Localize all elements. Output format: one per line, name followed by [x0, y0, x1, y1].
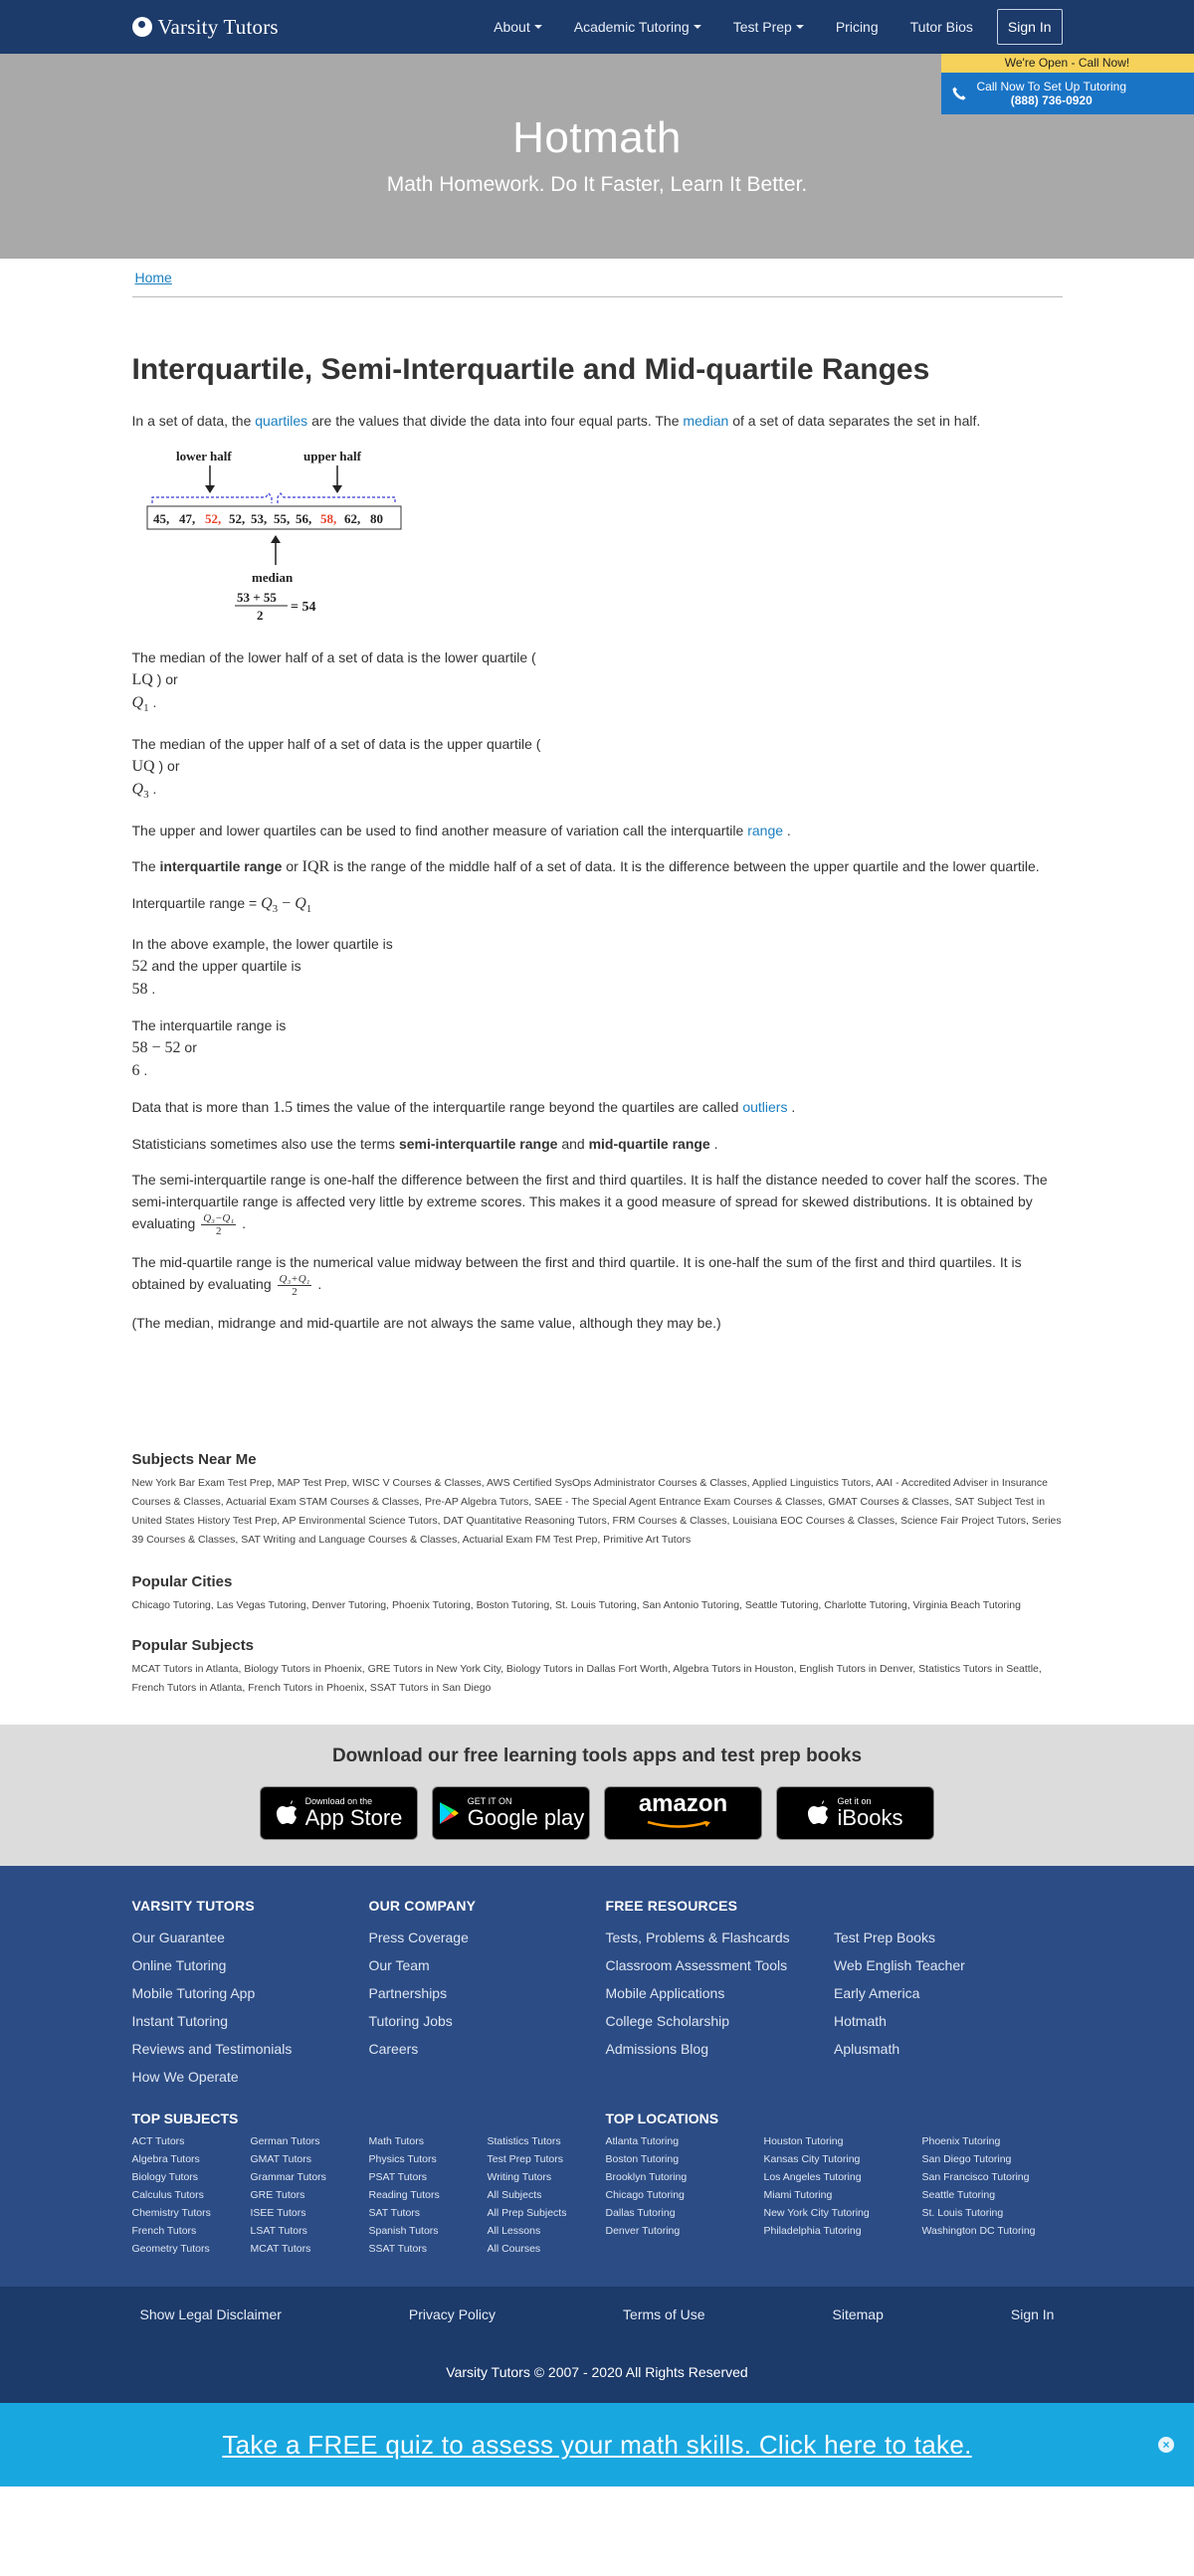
- top-location-link[interactable]: Seattle Tutoring: [921, 2189, 996, 2202]
- footer-resource-link[interactable]: Test Prep Books: [834, 1930, 935, 1946]
- footer-top-subjects: [132, 2111, 606, 2258]
- nav-item-tutor-bios[interactable]: [910, 19, 973, 35]
- text: The interquartile range is: [131, 1017, 287, 1034]
- median-calc-numerator: 53 + 55: [236, 590, 277, 605]
- top-location-link[interactable]: St. Louis Tutoring: [921, 2207, 1004, 2220]
- apple-icon: [276, 1800, 298, 1826]
- iqr-result-paragraph: [132, 1014, 1063, 1082]
- ibooks-badge[interactable]: [776, 1786, 934, 1840]
- footer-top-locations: [606, 2111, 1081, 2258]
- formula-q3-sub: 3: [272, 902, 279, 915]
- nav-menu: [462, 19, 973, 35]
- top-subject-link[interactable]: MCAT Tutors: [250, 2243, 311, 2256]
- top-location-link[interactable]: Houston Tutoring: [763, 2135, 844, 2148]
- hero-title: Hotmath: [512, 113, 682, 162]
- app-badges: [0, 1786, 1194, 1840]
- data-value: 80: [369, 511, 383, 526]
- formula-q1-sub: 1: [305, 902, 312, 915]
- legal-link-terms-of-use[interactable]: Terms of Use: [623, 2306, 705, 2323]
- median-calc-denominator: 2: [256, 608, 263, 623]
- badge-big-text: iBooks: [837, 1805, 903, 1831]
- upper-quartile-paragraph: [132, 733, 1063, 806]
- nav-item-label: Tutor Bios: [909, 19, 973, 35]
- footer-varsity-link[interactable]: How We Operate: [131, 2069, 239, 2086]
- footer-company-link[interactable]: Tutoring Jobs: [368, 2013, 453, 2030]
- upper-half-label: upper half: [302, 449, 361, 463]
- lower-half-label: lower half: [175, 449, 232, 463]
- top-location-link[interactable]: Boston Tutoring: [605, 2153, 680, 2166]
- top-subject-link[interactable]: All Courses: [487, 2243, 541, 2256]
- footer-company-title: OUR COMPANY: [368, 1898, 477, 1915]
- lq-symbol: LQ: [131, 671, 153, 688]
- close-icon[interactable]: ×: [1158, 2437, 1174, 2453]
- footer-resource-link[interactable]: Aplusmath: [834, 2041, 900, 2058]
- popular-subjects-title: Popular Subjects: [131, 1637, 255, 1655]
- data-value: 58,: [319, 511, 336, 526]
- text: are the values that divide the data into four equal parts. The: [307, 413, 684, 429]
- top-location-link[interactable]: Phoenix Tutoring: [921, 2135, 1001, 2148]
- breadcrumb: [132, 259, 1063, 297]
- top-subject-link[interactable]: Biology Tutors: [131, 2171, 199, 2184]
- footer-varsity-link[interactable]: Instant Tutoring: [131, 2013, 229, 2030]
- q1-subscript: 1: [143, 701, 149, 714]
- caret-down-icon: [694, 25, 701, 29]
- brand-logo[interactable]: [132, 15, 279, 40]
- footer-company: [369, 1898, 606, 2091]
- phone-icon: [951, 86, 967, 101]
- top-subject-link[interactable]: Physics Tutors: [368, 2153, 437, 2166]
- lower-quartile-value: 52: [131, 958, 148, 976]
- text: In a set of data, the: [131, 413, 256, 429]
- text: The mid-quartile range is the numerical value midway between the first and third quartile. It is one-half the sum of the first and third quartiles. It is obtained by evaluating: [131, 1254, 1022, 1293]
- text: Interquartile range =: [131, 894, 262, 911]
- quiz-banner: [0, 2403, 1194, 2486]
- footer-resource-link[interactable]: Classroom Assessment Tools: [605, 1957, 788, 1974]
- top-location-link[interactable]: Chicago Tutoring: [605, 2189, 685, 2202]
- formula-minus: −: [278, 894, 296, 912]
- top-location-link[interactable]: Brooklyn Tutoring: [605, 2171, 688, 2184]
- top-subject-link[interactable]: All Lessons: [487, 2225, 541, 2238]
- top-location-link[interactable]: Los Angeles Tutoring: [763, 2171, 862, 2184]
- text: of a set of data separates the set in half.: [728, 413, 981, 429]
- nav-item-label: About: [494, 19, 530, 35]
- text: or: [282, 857, 302, 874]
- outlier-factor: 1.5: [273, 1099, 294, 1117]
- mid-quartile-paragraph: [132, 1251, 1063, 1298]
- data-value: 53,: [250, 511, 267, 526]
- footer-company-link[interactable]: Careers: [368, 2041, 419, 2058]
- top-subject-link[interactable]: Geometry Tutors: [131, 2243, 210, 2256]
- nav-item-academic-tutoring[interactable]: [574, 19, 701, 35]
- iqr-term: interquartile range: [159, 857, 283, 874]
- top-subject-link[interactable]: German Tutors: [250, 2135, 320, 2148]
- footer-company-link[interactable]: Partnerships: [368, 1985, 448, 2002]
- fraction-denominator: 2: [292, 1286, 298, 1299]
- popular-cities-links[interactable]: Chicago Tutoring, Las Vegas Tutoring, Denver Tutoring, Phoenix Tutoring, Boston Tutoring, St. Louis Tutoring, San Antonio Tutoring, Seattle Tutoring, Charlotte Tutoring, Virginia Beach Tutoring: [131, 1599, 1021, 1612]
- top-subject-link[interactable]: GRE Tutors: [250, 2189, 305, 2202]
- text: .: [148, 780, 157, 797]
- quartile-diagram-svg: [138, 446, 407, 625]
- google-play-badge[interactable]: [432, 1786, 590, 1840]
- top-location-link[interactable]: Atlanta Tutoring: [605, 2135, 680, 2148]
- footer-varsity-link[interactable]: Our Guarantee: [131, 1930, 225, 1946]
- footer-resources: [606, 1898, 1063, 2091]
- text: The: [131, 857, 160, 874]
- page-title: Interquartile, Semi-Interquartile and Mid-quartile Ranges: [131, 353, 930, 386]
- footer-varsity-title: VARSITY TUTORS: [131, 1898, 255, 1915]
- arrow-upper-head: [332, 485, 342, 493]
- top-subject-link[interactable]: French Tutors: [131, 2225, 197, 2238]
- top-location-link[interactable]: New York City Tutoring: [763, 2207, 870, 2220]
- data-value: 45,: [152, 511, 169, 526]
- top-subject-link[interactable]: Algebra Tutors: [131, 2153, 200, 2166]
- call-box[interactable]: [941, 54, 1194, 114]
- formula-q3: Q: [261, 894, 273, 912]
- top-subject-link[interactable]: Writing Tutors: [487, 2171, 552, 2184]
- top-location-link[interactable]: Washington DC Tutoring: [921, 2225, 1036, 2238]
- q1-symbol: Q: [131, 694, 144, 711]
- lower-quartile-paragraph: [132, 646, 1063, 719]
- iqr-value: 6: [131, 1062, 140, 1080]
- intro-paragraph: [132, 410, 1063, 432]
- apps-section: [0, 1725, 1194, 1866]
- popular-cities: [132, 1573, 1063, 1615]
- top-subject-link[interactable]: ISEE Tutors: [250, 2207, 306, 2220]
- logo-icon: [132, 17, 152, 37]
- q3-symbol: Q: [131, 780, 144, 798]
- hero-banner: [0, 54, 1194, 259]
- open-notice: We're Open - Call Now!: [941, 54, 1194, 73]
- text: ) or: [152, 671, 178, 687]
- quiz-link[interactable]: Take a FREE quiz to assess your math skills. Click here to take.: [222, 2430, 972, 2461]
- quartiles-link[interactable]: quartiles: [255, 413, 308, 429]
- range-link[interactable]: range: [747, 822, 784, 838]
- fraction-numerator: Q₃+Q₁: [279, 1273, 310, 1286]
- top-subject-link[interactable]: Statistics Tutors: [487, 2135, 561, 2148]
- top-location-link[interactable]: Denver Tutoring: [605, 2225, 681, 2238]
- formula-q1: Q: [295, 894, 306, 912]
- footer-varsity-link[interactable]: Reviews and Testimonials: [131, 2041, 293, 2058]
- top-location-link[interactable]: San Diego Tutoring: [921, 2153, 1012, 2166]
- terms-paragraph: [132, 1133, 1063, 1155]
- footer-resource-link[interactable]: Hotmath: [834, 2013, 887, 2030]
- top-subject-link[interactable]: Chemistry Tutors: [131, 2207, 211, 2220]
- iqr-symbol: IQR: [301, 857, 330, 875]
- call-phone[interactable]: (888) 736-0920: [1010, 93, 1093, 107]
- popular-cities-title: Popular Cities: [131, 1573, 233, 1591]
- text: .: [783, 822, 791, 838]
- iqr-expression: 58 − 52: [131, 1039, 181, 1057]
- fraction-numerator: Q₃−Q₁: [203, 1212, 235, 1225]
- top-subject-link[interactable]: SAT Tutors: [368, 2207, 421, 2220]
- footer-varsity-link[interactable]: Online Tutoring: [131, 1957, 227, 1974]
- data-value: 52,: [228, 511, 245, 526]
- upper-quartile-value: 58: [131, 981, 148, 999]
- call-now-button[interactable]: [941, 73, 1194, 114]
- subjects-near-me: [132, 1451, 1063, 1550]
- arrow-lower-head: [205, 485, 215, 493]
- text: is the range of the middle half of a set of data. It is the difference between the upper quartile and the lower quartile.: [329, 857, 1040, 874]
- nav-item-label: Test Prep: [732, 19, 792, 35]
- badge-big-text: amazon: [638, 1790, 728, 1818]
- iqr-formula: [132, 892, 1063, 920]
- text: and: [557, 1136, 589, 1153]
- data-value: 62,: [343, 511, 360, 526]
- text: .: [238, 1215, 246, 1232]
- data-value: 52,: [204, 511, 221, 526]
- signin-button[interactable]: Sign In: [997, 9, 1063, 45]
- text: .: [313, 1276, 322, 1293]
- mid-quartile-term: mid-quartile range: [588, 1136, 710, 1153]
- text: .: [139, 1062, 148, 1079]
- text: .: [147, 981, 156, 998]
- lower-brace: [152, 493, 272, 503]
- upper-brace: [278, 493, 395, 503]
- badge-big-text: App Store: [304, 1805, 403, 1831]
- top-locations-title: TOP LOCATIONS: [605, 2111, 719, 2127]
- google-play-icon: [438, 1801, 460, 1825]
- data-value: 47,: [178, 511, 195, 526]
- semi-iqr-fraction: [201, 1212, 236, 1237]
- top-subject-link[interactable]: GMAT Tutors: [250, 2153, 311, 2166]
- text: ) or: [154, 757, 180, 774]
- legal-links: [132, 2287, 1063, 2322]
- legal-link-show-legal-disclaimer[interactable]: Show Legal Disclaimer: [139, 2306, 282, 2323]
- footer-resources-title: FREE RESOURCES: [605, 1898, 738, 1915]
- outliers-paragraph: [132, 1096, 1063, 1119]
- nav-item-about[interactable]: [494, 19, 542, 35]
- badge-small-text: GET IT ON: [467, 1796, 512, 1807]
- copyright: Varsity Tutors © 2007 - 2020 All Rights Reserved: [446, 2364, 748, 2381]
- top-navbar: [0, 0, 1194, 54]
- footer-resource-link[interactable]: College Scholarship: [605, 2013, 730, 2030]
- hero-subtitle: Math Homework. Do It Faster, Learn It Better.: [386, 173, 808, 196]
- top-subject-link[interactable]: LSAT Tutors: [250, 2225, 307, 2238]
- amazon-smile-icon: [644, 1821, 713, 1829]
- top-location-link[interactable]: Miami Tutoring: [763, 2189, 833, 2202]
- top-subject-link[interactable]: Test Prep Tutors: [487, 2153, 563, 2166]
- breadcrumb-home[interactable]: Home: [134, 270, 172, 285]
- data-value: 55,: [273, 511, 290, 526]
- badge-big-text: Google play: [467, 1805, 585, 1831]
- caret-down-icon: [534, 25, 542, 29]
- q3-subscript: 3: [143, 788, 149, 801]
- text: The upper and lower quartiles can be used to find another measure of variation call the interquartile: [131, 822, 748, 838]
- uq-symbol: UQ: [131, 757, 155, 775]
- mid-quartile-fraction: [278, 1273, 312, 1298]
- footer-resource-link[interactable]: Tests, Problems & Flashcards: [605, 1930, 790, 1946]
- footer-company-link[interactable]: Our Team: [368, 1957, 430, 1974]
- amazon-badge[interactable]: [604, 1786, 762, 1840]
- caret-down-icon: [796, 25, 804, 29]
- top-location-link[interactable]: San Francisco Tutoring: [921, 2171, 1030, 2184]
- nav-item-label: Academic Tutoring: [573, 19, 690, 35]
- apple-icon: [807, 1800, 829, 1826]
- data-value: 56,: [295, 511, 311, 526]
- fraction-denominator: 2: [215, 1225, 222, 1238]
- top-subject-link[interactable]: SSAT Tutors: [368, 2243, 428, 2256]
- top-subject-link[interactable]: Math Tutors: [368, 2135, 424, 2148]
- subjects-near-links[interactable]: New York Bar Exam Test Prep, MAP Test Prep, WISC V Courses & Classes, AWS Certified SysOps Administrator Courses & Classes, Applied Linguistics Tutors, AAI - Accredited Adviser in Insurance Courses & Classes, Actuarial Exam STAM Courses & Classes, Pre-AP Algebra Tutors, SAEE - The Special Agent Entrance Exam Courses & Classes, GMAT Courses & Classes, SAT Subject Test in United States History Test Prep, AP Environmental Science Tutors, DAT Quantitative Reasoning Tutors, FRM Courses & Classes, Louisiana EOC Courses & Classes, Science Fair Project Tutors, Series 39 Courses & Classes, SAT Writing and Language Courses & Classes, Actuarial Exam FM Test Prep, Primitive Art Tutors: [131, 1477, 1062, 1547]
- badge-small-text: Get it on: [837, 1796, 872, 1807]
- text: times the value of the interquartile range beyond the quartiles are called: [293, 1099, 743, 1116]
- median-calc-result: = 54: [290, 600, 315, 615]
- text: .: [148, 694, 157, 710]
- footer: [0, 1866, 1194, 2287]
- text: The median of the lower half of a set of data is the lower quartile (: [131, 649, 536, 665]
- nav-item-label: Pricing: [835, 19, 879, 35]
- nav-item-test-prep[interactable]: [733, 19, 804, 35]
- text: and the upper quartile is: [147, 958, 301, 975]
- text: Data that is more than: [131, 1099, 274, 1116]
- text: The semi-interquartile range is one-half the difference between the first and third quartiles. It is half the distance needed to cover half the scores. The semi-interquartile range is affected very little by extreme scores. This makes it a good measure of spread for skewed distributions. It is obtained by evaluating: [131, 1172, 1048, 1232]
- variation-paragraph: [132, 820, 1063, 841]
- semi-iqr-paragraph: [132, 1169, 1063, 1237]
- popular-subjects: [132, 1637, 1063, 1698]
- nav-item-pricing[interactable]: [836, 19, 879, 35]
- text: Statisticians sometimes also use the terms: [131, 1136, 399, 1153]
- footer-resource-link[interactable]: Web English Teacher: [834, 1957, 965, 1974]
- closing-note: (The median, midrange and mid-quartile are not always the same value, although they may be.): [131, 1315, 721, 1332]
- median-link[interactable]: median: [683, 413, 729, 429]
- top-subject-link[interactable]: Grammar Tutors: [250, 2171, 326, 2184]
- legal-link-sitemap[interactable]: Sitemap: [832, 2306, 884, 2323]
- arrow-median-head: [271, 535, 281, 543]
- top-subject-link[interactable]: Calculus Tutors: [131, 2189, 204, 2202]
- footer-varsity-link[interactable]: Mobile Tutoring App: [131, 1985, 256, 2002]
- top-subject-link[interactable]: All Prep Subjects: [487, 2207, 567, 2220]
- top-subject-link[interactable]: ACT Tutors: [131, 2135, 185, 2148]
- top-subject-link[interactable]: Reading Tutors: [368, 2189, 440, 2202]
- top-subjects-title: TOP SUBJECTS: [131, 2111, 239, 2127]
- outliers-link[interactable]: outliers: [742, 1099, 788, 1116]
- legal-bar: [0, 2287, 1194, 2403]
- footer-resource-link[interactable]: Mobile Applications: [605, 1985, 725, 2002]
- text: or: [180, 1039, 197, 1056]
- quartile-diagram: [138, 446, 1063, 631]
- article: [132, 297, 1063, 1334]
- text: In the above example, the lower quartile is: [131, 936, 393, 953]
- top-subject-link[interactable]: Spanish Tutors: [368, 2225, 439, 2238]
- call-cta: Call Now To Set Up Tutoring: [976, 80, 1127, 93]
- text: .: [787, 1099, 796, 1116]
- iqr-definition-paragraph: [132, 855, 1063, 878]
- top-subject-link[interactable]: PSAT Tutors: [368, 2171, 428, 2184]
- footer-varsity: [132, 1898, 369, 2091]
- app-store-badge[interactable]: [260, 1786, 418, 1840]
- top-location-link[interactable]: Kansas City Tutoring: [763, 2153, 861, 2166]
- legal-link-privacy-policy[interactable]: Privacy Policy: [408, 2306, 497, 2323]
- top-location-link[interactable]: Dallas Tutoring: [605, 2207, 676, 2220]
- text: .: [709, 1136, 718, 1153]
- footer-resource-link[interactable]: Admissions Blog: [605, 2041, 708, 2058]
- popular-subjects-links[interactable]: MCAT Tutors in Atlanta, Biology Tutors in Phoenix, GRE Tutors in New York City, Biology Tutors in Dallas Fort Worth, Algebra Tutors in Houston, English Tutors in Denver, Statistics Tutors in Seattle, French Tutors in Atlanta, French Tutors in Phoenix, SSAT Tutors in San Diego: [131, 1663, 1042, 1695]
- brand-name: Varsity Tutors: [157, 14, 279, 39]
- text: The median of the upper half of a set of data is the upper quartile (: [131, 735, 541, 752]
- semi-iqr-term: semi-interquartile range: [398, 1136, 558, 1153]
- apps-title: Download our free learning tools apps and test prep books: [331, 1746, 863, 1767]
- badge-small-text: Download on the: [304, 1796, 373, 1807]
- top-location-link[interactable]: Philadelphia Tutoring: [763, 2225, 862, 2238]
- median-label: median: [251, 570, 293, 585]
- legal-link-sign-in[interactable]: Sign In: [1010, 2306, 1055, 2323]
- subjects-near-title: Subjects Near Me: [131, 1451, 257, 1469]
- footer-company-link[interactable]: Press Coverage: [368, 1930, 469, 1946]
- top-subject-link[interactable]: All Subjects: [487, 2189, 542, 2202]
- footer-resource-link[interactable]: Early America: [834, 1985, 920, 2002]
- example-paragraph: [132, 933, 1063, 1001]
